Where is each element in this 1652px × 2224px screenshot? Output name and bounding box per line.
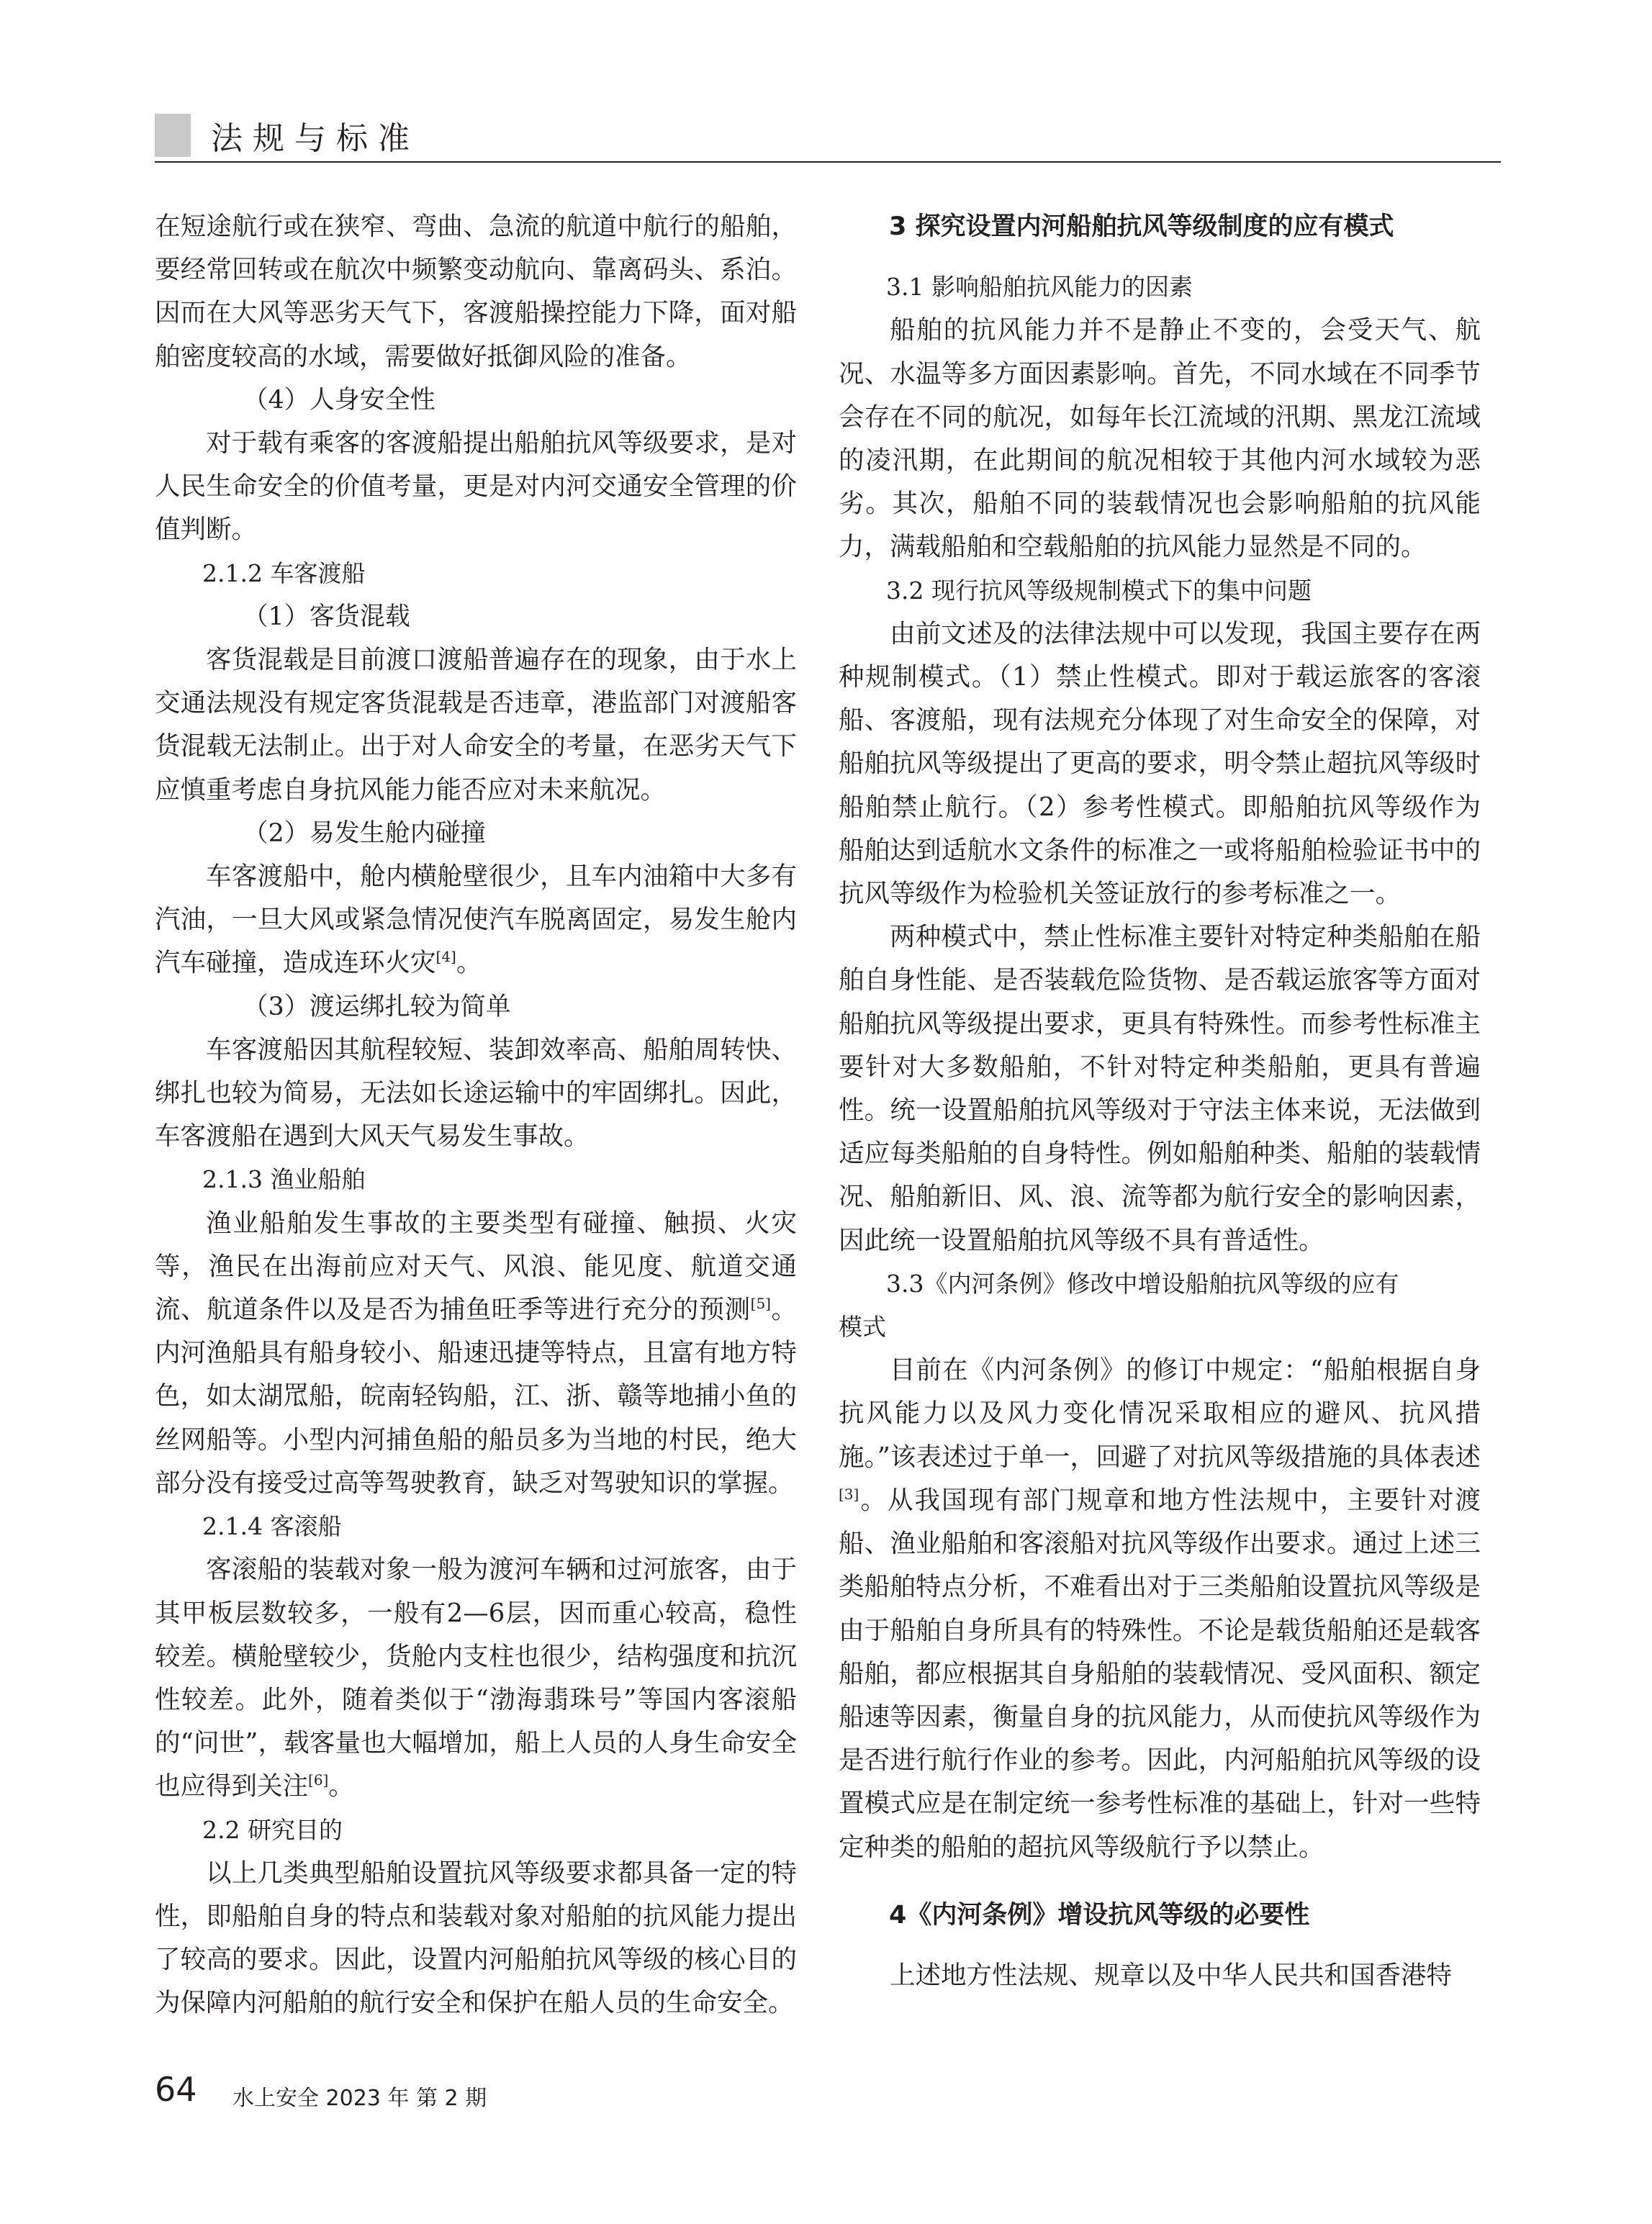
- paragraph: [155, 1202, 797, 1505]
- paragraph: 车客渡船因其航程较短、装卸效率高、船舶周转快、绑扎也较为简易，无法如长途运输中的牢固绑扎。因此，车客渡船在遇到大风天气易发生事故。: [155, 1034, 797, 1152]
- paragraph: [155, 1548, 797, 1808]
- paragraph: 由前文述及的法律法规中可以发现，我国主要存在两种规制模式。（1）禁止性模式。即对于载运旅客的客滚船、客渡船，现有法规充分体现了对生命安全的保障，对船舶抗风等级提出了更高的要求，明令禁止超抗风等级时船舶禁止航行。（2）参考性模式。即船舶抗风等级作为船舶达到适航水文条件的标准之一或将船舶检验证书中的抗风等级作为检验机关签证放行的参考标准之一。: [839, 618, 1481, 909]
- paragraph-text: 目前在《内河条例》的修订中规定：“船舶根据自身抗风能力以及风力变化情况采取相应的避风、抗风措施。”该表述过于单一，回避了对抗风等级措施的具体表述: [839, 1355, 1481, 1472]
- journal-info: 水上安全 2023 年 第 2 期: [233, 2086, 487, 2111]
- header-rule: [155, 161, 1501, 163]
- paragraph: 上述地方性法规、规章以及中华人民共和国香港特: [890, 1960, 1453, 1990]
- paragraph: 以上几类典型船舶设置抗风等级要求都具备一定的特性，即船舶自身的特点和装载对象对船舶的抗风能力提出了较高的要求。因此，设置内河船舶抗风等级的核心目的为保障内河船舶的航行安全和保护在船人员的生命安全。: [155, 1858, 797, 2018]
- citation-ref: [5]: [750, 1295, 771, 1313]
- running-header: [155, 108, 1501, 160]
- subheading-personal-safety: （4）人身安全性: [243, 385, 435, 415]
- paragraph-text: 。从我国现有部门规章和地方性法规中，主要针对渡船、渔业船舶和客滚船对抗风等级作出要求。通过上述三类船舶特点分析，不难看出对于三类船舶设置抗风等级是由于船舶自身所具有的特殊性。不论是载货船舶还是载客船舶，都应根据其自身船舶的装载情况、受风面积、额定船速等因素，衡量自身的抗风能力，从而使抗风等级作为是否进行航行作业的参考。因此，内河船舶抗风等级的设置模式应是在制定统一参考性标准的基础上，针对一些特定种类的船舶的超抗风等级航行予以禁止。: [839, 1485, 1481, 1862]
- left-column: [155, 205, 797, 2026]
- page-number: 64: [155, 2070, 197, 2109]
- heading-3-3: 3.3《内河条例》修改中增设船舶抗风等级的应有: [886, 1269, 1399, 1298]
- paragraph-text: 渔业船舶发生事故的主要类型有碰撞、触损、火灾等，渔民在出海前应对天气、风浪、能见度、航道交通流、航道条件以及是否为捕鱼旺季等进行充分的预测: [155, 1208, 797, 1325]
- paragraph-text: 车客渡船中，舱内横舱壁很少，且车内油箱中大多有汽油，一旦大风或紧急情况使汽车脱离固定，易发生舱内汽车碰撞，造成连环火灾: [155, 862, 797, 978]
- paragraph-text: 。: [328, 1771, 354, 1802]
- paragraph: 在短途航行或在狭窄、弯曲、急流的航道中航行的船舶，要经常回转或在航次中频繁变动航向、靠离码头、系泊。因而在大风等恶劣天气下，客渡船操控能力下降，面对船舶密度较高的水域，需要做好抵御风险的准备。: [155, 212, 797, 371]
- header-gray-block: [155, 114, 191, 157]
- paragraph: 两种模式中，禁止性标准主要针对特定种类船舶在船舶自身性能、是否装载危险货物、是否载运旅客等方面对船舶抗风等级提出要求，更具有特殊性。而参考性标准主要针对大多数船舶，不针对特定种类船舶，更具有普遍性。统一设置船舶抗风等级对于守法主体来说，无法做到适应每类船舶的自身特性。例如船舶种类、船舶的装载情况、船舶新旧、风、浪、流等都为航行安全的影响因素，因此统一设置船舶抗风等级不具有普适性。: [839, 922, 1481, 1255]
- heading-2-1-2: 2.1.2 车客渡船: [202, 559, 366, 587]
- paragraph: 客货混载是目前渡口渡船普遍存在的现象，由于水上交通法规没有规定客货混载是否违章，港监部门对渡船客货混载无法制止。出于对人命安全的考量，在恶劣天气下应慎重考虑自身抗风能力能否应对未来航况。: [155, 645, 797, 805]
- citation-ref: [4]: [435, 948, 456, 966]
- heading-2-2: 2.2 研究目的: [202, 1815, 343, 1844]
- paragraph-text: 。: [456, 948, 482, 978]
- heading-section-4: 4《内河条例》增设抗风等级的必要性: [889, 1900, 1310, 1930]
- subheading-cabin-collision: （2）易发生舱内碰撞: [243, 818, 486, 848]
- subheading-mixed-load: （1）客货混载: [243, 602, 410, 631]
- heading-2-1-4: 2.1.4 客滚船: [202, 1512, 342, 1541]
- section-title: 法规与标准: [211, 120, 420, 157]
- subheading-lashing: （3）渡运绑扎较为简单: [243, 992, 511, 1021]
- paragraph-text: 客滚船的装载对象一般为渡河车辆和过河旅客，由于其甲板层数较多，一般有2—6层，因而重心较高，稳性较差。横舱壁较少，货舱内支柱也很少，结构强度和抗沉性较差。此外，随着类似于“渤海翡珠号”等国内客滚船的“问世”，载客量也大幅增加，船上人员的人身生命安全也应得到关注: [155, 1555, 797, 1802]
- citation-ref: [3]: [839, 1486, 859, 1504]
- right-column: [839, 205, 1481, 2026]
- paragraph: [839, 1349, 1481, 1868]
- heading-3-1: 3.1 影响船舶抗风能力的因素: [886, 273, 1193, 302]
- heading-section-3: 3 探究设置内河船舶抗风等级制度的应有模式: [889, 212, 1394, 241]
- heading-3-3-continued: 模式: [839, 1313, 886, 1342]
- paragraph: 船舶的抗风能力并不是静止不变的，会受天气、航况、水温等多方面因素影响。首先，不同水域在不同季节会存在不同的航况，如每年长江流域的汛期、黑龙江流域的凌汛期，在此期间的航况相较于其他内河水域较为恶劣。其次，船舶不同的装载情况也会影响船舶的抗风能力，满载船舶和空载船舶的抗风能力显然是不同的。: [839, 315, 1481, 562]
- paragraph: 对于载有乘客的客渡船提出船舶抗风等级要求，是对人民生命安全的价值考量，更是对内河交通安全管理的价值判断。: [155, 428, 797, 545]
- heading-2-1-3: 2.1.3 渔业船舶: [202, 1165, 366, 1194]
- heading-3-2: 3.2 现行抗风等级规制模式下的集中问题: [886, 576, 1312, 605]
- citation-ref: [6]: [308, 1771, 329, 1789]
- paragraph-text: 。内河渔船具有船身较小、船速迅捷等特点，且富有地方特色，如太湖罛船，皖南轻钩船，江、浙、赣等地捕小鱼的丝网船等。小型内河捕鱼船的船员多为当地的村民，绝大部分没有接受过高等驾驶教育，缺乏对驾驶知识的掌握。: [155, 1295, 797, 1498]
- paragraph: [155, 855, 797, 985]
